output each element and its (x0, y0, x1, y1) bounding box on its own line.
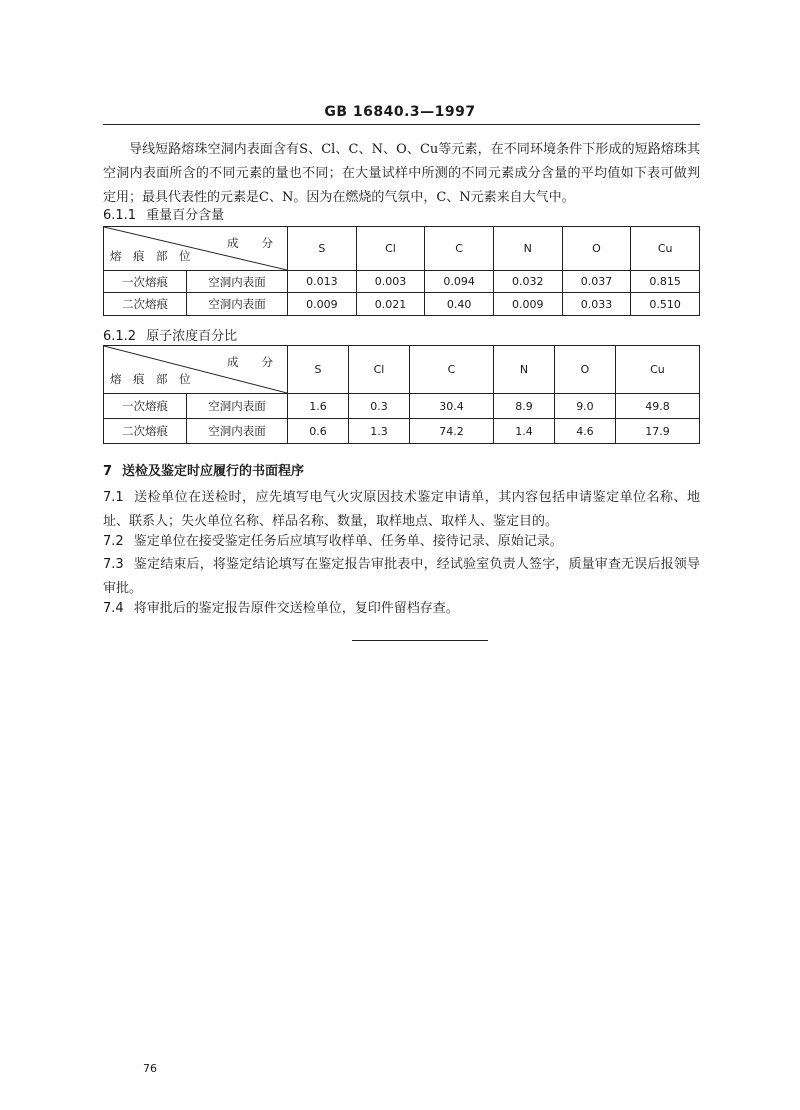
item-7-4 (103, 597, 700, 621)
column-header: S (288, 227, 357, 271)
cell-value: 1.6 (288, 394, 349, 419)
item-number: 7.4 (103, 601, 124, 616)
table-header-row (104, 227, 700, 271)
intro-paragraph: 导线短路熔珠空洞内表面含有S、Cl、C、N、O、Cu等元素，在不同环境条件下形成的短路熔珠其空洞内表面所含的不同元素的量也不同；在大量试样中所测的不同元素成分含量的平均值如下表可做判定用；最具代表性的元素是C、N。因为在燃烧的气氛中，C、N元素来自大气中。 (103, 142, 700, 205)
column-header: C (425, 227, 494, 271)
page-header: GB 16840.3—1997 (324, 104, 476, 120)
table-row (104, 271, 700, 293)
cell-value: 0.3 (348, 394, 409, 419)
atomic-percent-table (103, 345, 700, 444)
column-header: S (288, 346, 349, 394)
section-number: 6.1.1 (103, 208, 137, 223)
table-corner-cell (104, 227, 288, 271)
item-7-2 (103, 530, 700, 554)
item-7-1 (103, 486, 700, 534)
cell-value: 9.0 (554, 394, 615, 419)
column-header: N (493, 227, 562, 271)
section-number: 6.1.2 (103, 329, 137, 344)
cell-value: 0.009 (288, 293, 357, 316)
cell-value: 0.003 (356, 271, 425, 293)
item-text: 鉴定单位在接受鉴定任务后应填写收样单、任务单、接待记录、原始记录。 (133, 534, 563, 549)
cell-value: 0.094 (425, 271, 494, 293)
section-6-1-1-heading (103, 204, 224, 223)
cell-value: 17.9 (615, 419, 699, 444)
row-type: 二次熔痕 (104, 419, 187, 444)
column-header: Cl (356, 227, 425, 271)
cell-value: 8.9 (493, 394, 554, 419)
row-type: 一次熔痕 (104, 271, 187, 293)
cell-value: 0.032 (493, 271, 562, 293)
item-text: 将审批后的鉴定报告原件交送检单位，复印件留档存查。 (133, 601, 459, 616)
header-rule (103, 124, 700, 125)
end-of-text-rule (352, 640, 488, 641)
table-row (104, 394, 700, 419)
page-number: 76 (143, 1062, 157, 1075)
cell-value: 1.4 (493, 419, 554, 444)
cell-value: 0.40 (425, 293, 494, 316)
table-row (104, 293, 700, 316)
item-text: 送检单位在送检时，应先填写电气火灾原因技术鉴定申请单，其内容包括申请鉴定单位名称、地址、联系人；失火单位名称、样品名称、数量，取样地点、取样人、鉴定目的。 (103, 490, 700, 529)
row-location: 空洞内表面 (187, 293, 288, 316)
column-header: O (562, 227, 631, 271)
section-6-1-2-heading (103, 325, 237, 344)
section-title: 原子浓度百分比 (146, 329, 238, 344)
cell-value: 30.4 (409, 394, 493, 419)
weight-percent-table (103, 226, 700, 316)
cell-value: 0.037 (562, 271, 631, 293)
table-row (104, 419, 700, 444)
cell-value: 0.6 (288, 419, 349, 444)
column-header: O (554, 346, 615, 394)
section-title: 重量百分含量 (146, 208, 225, 223)
column-header: Cl (348, 346, 409, 394)
cell-value: 0.021 (356, 293, 425, 316)
item-number: 7.3 (103, 557, 124, 572)
section-title: 送检及鉴定时应履行的书面程序 (122, 464, 305, 479)
column-header: C (409, 346, 493, 394)
row-location: 空洞内表面 (187, 271, 288, 293)
column-header: Cu (615, 346, 699, 394)
cell-value: 49.8 (615, 394, 699, 419)
cell-value: 1.3 (348, 419, 409, 444)
item-number: 7.1 (103, 490, 124, 505)
cell-value: 0.510 (631, 293, 700, 316)
section-7-heading (103, 460, 304, 479)
cell-value: 0.815 (631, 271, 700, 293)
column-header: N (493, 346, 554, 394)
corner-label-location: 熔 痕 部 位 (110, 249, 191, 263)
table-header-row (104, 346, 700, 394)
item-text: 鉴定结束后，将鉴定结论填写在鉴定报告审批表中，经试验室负责人签字，质量审查无误后报领导审批。 (103, 557, 700, 596)
column-header: Cu (631, 227, 700, 271)
cell-value: 74.2 (409, 419, 493, 444)
corner-label-location: 熔 痕 部 位 (110, 372, 191, 386)
item-number: 7.2 (103, 534, 124, 549)
row-location: 空洞内表面 (187, 394, 288, 419)
item-7-3 (103, 553, 700, 601)
cell-value: 0.033 (562, 293, 631, 316)
section-number: 7 (103, 464, 113, 479)
cell-value: 0.009 (493, 293, 562, 316)
corner-label-component: 成 分 (227, 355, 273, 369)
row-type: 一次熔痕 (104, 394, 187, 419)
cell-value: 0.013 (288, 271, 357, 293)
cell-value: 4.6 (554, 419, 615, 444)
row-type: 二次熔痕 (104, 293, 187, 316)
table-corner-cell (104, 346, 288, 394)
row-location: 空洞内表面 (187, 419, 288, 444)
corner-label-component: 成 分 (227, 236, 273, 250)
